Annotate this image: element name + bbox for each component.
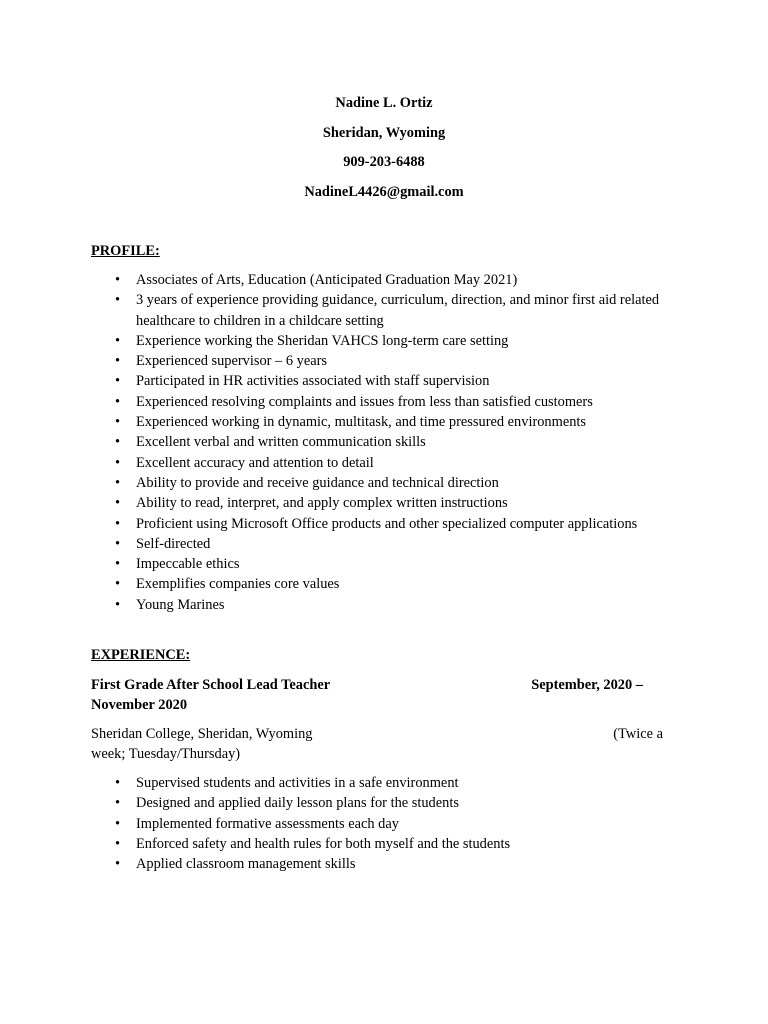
candidate-name: Nadine L. Ortiz	[335, 95, 433, 111]
job-heading	[91, 675, 671, 716]
candidate-location: Sheridan, Wyoming	[322, 124, 446, 141]
profile-item: • Proficient using Microsoft Office products and other specialized computer applications	[91, 514, 671, 534]
profile-item: • Impeccable ethics	[91, 554, 671, 574]
job-position: First Grade After School Lead Teacher	[91, 677, 331, 693]
job-employer-block	[91, 724, 663, 765]
job-schedule-start: (Twice a	[613, 726, 663, 742]
profile-item: • Self-directed	[91, 534, 671, 554]
profile-item: • Experienced resolving complaints and issues from less than satisfied customers	[91, 392, 671, 412]
job-duty: • Applied classroom management skills	[91, 854, 671, 874]
job-schedule-end: week; Tuesday/Thursday)	[91, 746, 241, 763]
job-dates-end: November 2020	[91, 697, 188, 714]
profile-item: • Experienced supervisor – 6 years	[91, 351, 671, 371]
job-employer: Sheridan College, Sheridan, Wyoming	[91, 726, 313, 742]
job-duties-list	[91, 773, 671, 874]
profile-item: • Experienced working in dynamic, multitask, and time pressured environments	[91, 412, 671, 432]
contact-header	[0, 93, 768, 211]
profile-item: • Ability to provide and receive guidance and technical direction	[91, 473, 671, 493]
profile-item: • Exemplifies companies core values	[91, 574, 671, 594]
profile-item: • Participated in HR activities associated with staff supervision	[91, 371, 671, 391]
profile-heading: PROFILE:	[91, 243, 160, 259]
profile-item: • Excellent accuracy and attention to detail	[91, 453, 671, 473]
candidate-phone: 909-203-6488	[343, 154, 425, 170]
job-dates-start: September, 2020 –	[531, 677, 643, 693]
profile-list	[91, 270, 671, 615]
profile-item: • Ability to read, interpret, and apply complex written instructions	[91, 493, 671, 513]
profile-item: • 3 years of experience providing guidance, curriculum, direction, and minor first aid related healthcare to children in a childcare setting	[91, 290, 671, 331]
job-duty: • Designed and applied daily lesson plans for the students	[91, 793, 671, 813]
profile-item: • Excellent verbal and written communication skills	[91, 432, 671, 452]
profile-item: • Experience working the Sheridan VAHCS long-term care setting	[91, 331, 671, 351]
profile-item: • Associates of Arts, Education (Anticipated Graduation May 2021)	[91, 270, 671, 290]
job-duty: • Supervised students and activities in a safe environment	[91, 773, 671, 793]
job-duty: • Implemented formative assessments each day	[91, 814, 671, 834]
candidate-email: NadineL4426@gmail.com	[304, 183, 464, 200]
experience-heading: EXPERIENCE:	[91, 647, 191, 663]
job-duty: • Enforced safety and health rules for both myself and the students	[91, 834, 671, 854]
profile-item: • Young Marines	[91, 595, 671, 615]
